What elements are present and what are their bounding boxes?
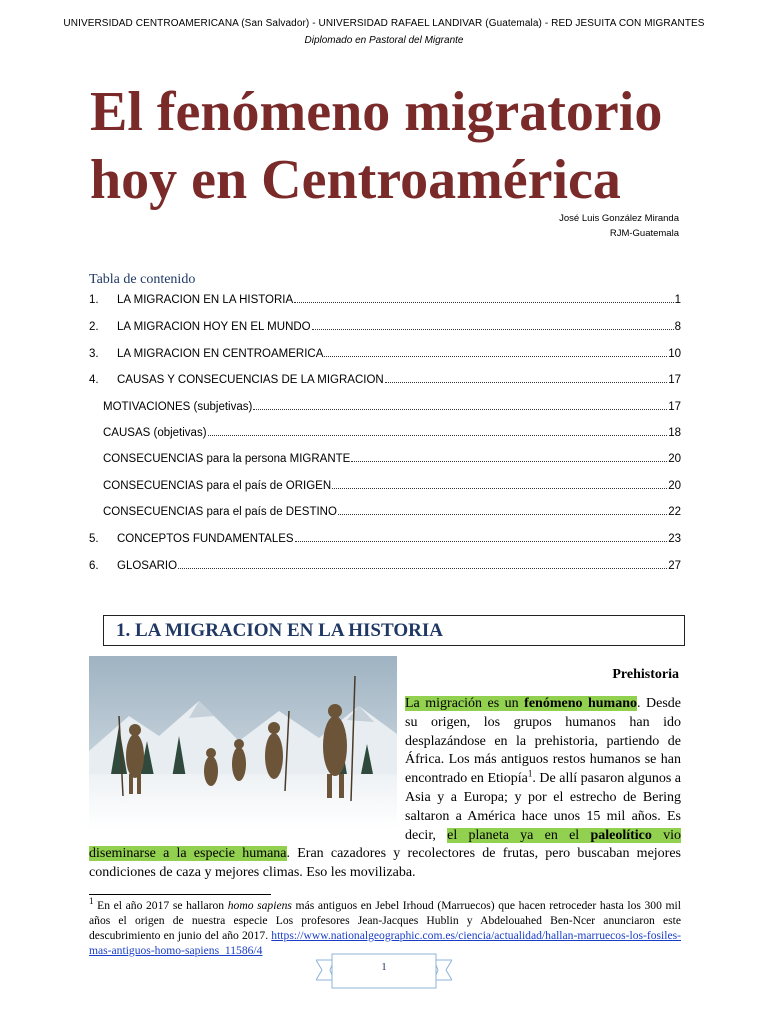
toc-entry-number: 1. <box>89 294 99 306</box>
toc-leader-dots <box>385 381 668 383</box>
toc-entry[interactable] <box>89 556 681 572</box>
running-header-course: Diplomado en Pastoral del Migrante <box>304 35 464 46</box>
toc-entry-page: 10 <box>668 348 681 360</box>
toc-subentry[interactable] <box>103 476 681 492</box>
toc-entry-label: GLOSARIO <box>117 560 178 572</box>
toc-entry[interactable] <box>89 529 681 545</box>
toc-entry[interactable] <box>89 317 681 333</box>
title-line-2: hoy en Centroamérica <box>90 149 621 211</box>
toc-leader-dots <box>324 355 667 357</box>
toc-leader-dots <box>208 434 668 436</box>
toc-entry-number: 6. <box>89 560 99 572</box>
toc-entry-label: CONCEPTOS FUNDAMENTALES <box>117 533 294 545</box>
page-number: 1 <box>381 961 387 973</box>
toc-entry-number: 3. <box>89 348 99 360</box>
footnote-ref[interactable]: 1 <box>527 768 533 779</box>
title-line-1: El fenómeno migratorio <box>90 81 663 143</box>
toc-leader-dots <box>294 301 673 303</box>
toc-entry-label: CONSECUENCIAS para el país de DESTINO <box>103 506 337 518</box>
toc-entry-label: LA MIGRACION HOY EN EL MUNDO <box>117 321 311 333</box>
toc-entry-label: CAUSAS Y CONSECUENCIAS DE LA MIGRACION <box>117 374 384 386</box>
toc-entry-page: 1 <box>674 294 681 306</box>
toc-entry-page: 20 <box>668 453 681 465</box>
toc-entry-page: 20 <box>668 480 681 492</box>
toc-entry-label: LA MIGRACION EN LA HISTORIA <box>117 294 294 306</box>
toc-entry-page: 22 <box>668 506 681 518</box>
footnote <box>89 898 681 958</box>
toc-entry-number: 4. <box>89 374 99 386</box>
toc-heading: Tabla de contenido <box>89 272 196 287</box>
toc-entry[interactable] <box>89 370 681 386</box>
toc-leader-dots <box>253 408 667 410</box>
toc-subentry[interactable] <box>103 502 681 518</box>
body-text: . Desde su origen, los grupos humanos han ido desplazándose en la prehistoria, partiendo de África. Los más antiguos restos humanos se han encontrado en Etiopía <box>405 696 681 787</box>
footnote-number: 1 <box>89 896 94 907</box>
toc-subentry[interactable] <box>103 397 681 413</box>
toc-entry[interactable] <box>89 290 681 306</box>
toc-entry-label: CONSECUENCIAS para el país de ORIGEN <box>103 480 332 492</box>
highlighted-bold-text: fenómeno humano <box>524 696 638 711</box>
toc-leader-dots <box>178 567 667 569</box>
toc-leader-dots <box>332 487 667 489</box>
highlighted-text: vio diseminarse a la especie humana <box>89 827 682 862</box>
toc-leader-dots <box>312 328 674 330</box>
toc-leader-dots <box>338 513 667 515</box>
toc-entry[interactable] <box>89 344 681 360</box>
body-text: . Eran cazadores y recolectores de frutas, pero buscaban mejores condiciones de caza y mejores climas. Eso les movilizaba. <box>89 846 681 881</box>
toc-leader-dots <box>351 460 667 462</box>
image-wrap-spacer <box>89 695 405 828</box>
body-paragraph <box>89 695 681 883</box>
toc-entry-page: 27 <box>668 560 681 572</box>
highlighted-text: La migración es un <box>405 696 519 711</box>
toc-entry-page: 8 <box>674 321 681 333</box>
footnote-separator <box>89 894 271 895</box>
section-heading: 1. LA MIGRACION EN LA HISTORIA <box>103 615 685 646</box>
toc-entry-label: LA MIGRACION EN CENTROAMERICA <box>117 348 324 360</box>
footnote-text: más antiguos en Jebel Irhoud (Marruecos) que hacen retroceder hasta los 300 mil años el origen de nuestra especie Los profesores Jean-Jacques Hublin y Abdelouahed Ben-Ncer anunciaron este descubrimiento en junio del año 2017. <box>89 899 681 942</box>
footnote-italic: homo sapiens <box>227 899 292 912</box>
toc-entry-label: CONSECUENCIAS para la persona MIGRANTE <box>103 453 351 465</box>
toc-entry-page: 18 <box>668 427 681 439</box>
highlighted-bold-text: paleolítico <box>590 827 652 843</box>
footnote-text: En el año 2017 se hallaron <box>93 899 228 912</box>
author-name: José Luis González Miranda <box>559 213 679 224</box>
toc-subentry[interactable] <box>103 423 681 439</box>
document-title <box>90 78 730 214</box>
toc-entry-label: CAUSAS (objetivas) <box>103 427 207 439</box>
highlighted-text: el planeta ya en el <box>447 827 580 843</box>
subsection-heading: Prehistoria <box>612 667 679 682</box>
author-org: RJM-Guatemala <box>609 228 679 239</box>
toc-subentry[interactable] <box>103 449 681 465</box>
toc-entry-label: MOTIVACIONES (subjetivas) <box>103 401 253 413</box>
running-header-institutions: UNIVERSIDAD CENTROAMERICANA (San Salvador) - UNIVERSIDAD RAFAEL LANDIVAR (Guatemala) - RED JESUITA CON MIGRANTES <box>63 18 705 29</box>
toc-entry-number: 2. <box>89 321 99 333</box>
toc-entry-page: 17 <box>668 374 681 386</box>
body-text: . De allí pasaron algunos a Asia y a Europa; y por el estrecho de Bering saltaron a América hace unos 15 mil años. Es decir, <box>405 771 682 843</box>
toc-leader-dots <box>295 540 668 542</box>
toc-entry-page: 17 <box>668 401 681 413</box>
toc-entry-page: 23 <box>668 533 681 545</box>
toc-entry-number: 5. <box>89 533 99 545</box>
author-block <box>559 211 679 241</box>
page-number-ribbon <box>316 950 452 996</box>
footnote-link[interactable]: https://www.nationalgeographic.com.es/ciencia/actualidad/hallan-marruecos-los-fosiles-mas-antiguos-homo-sapiens_11586/4 <box>89 929 681 957</box>
